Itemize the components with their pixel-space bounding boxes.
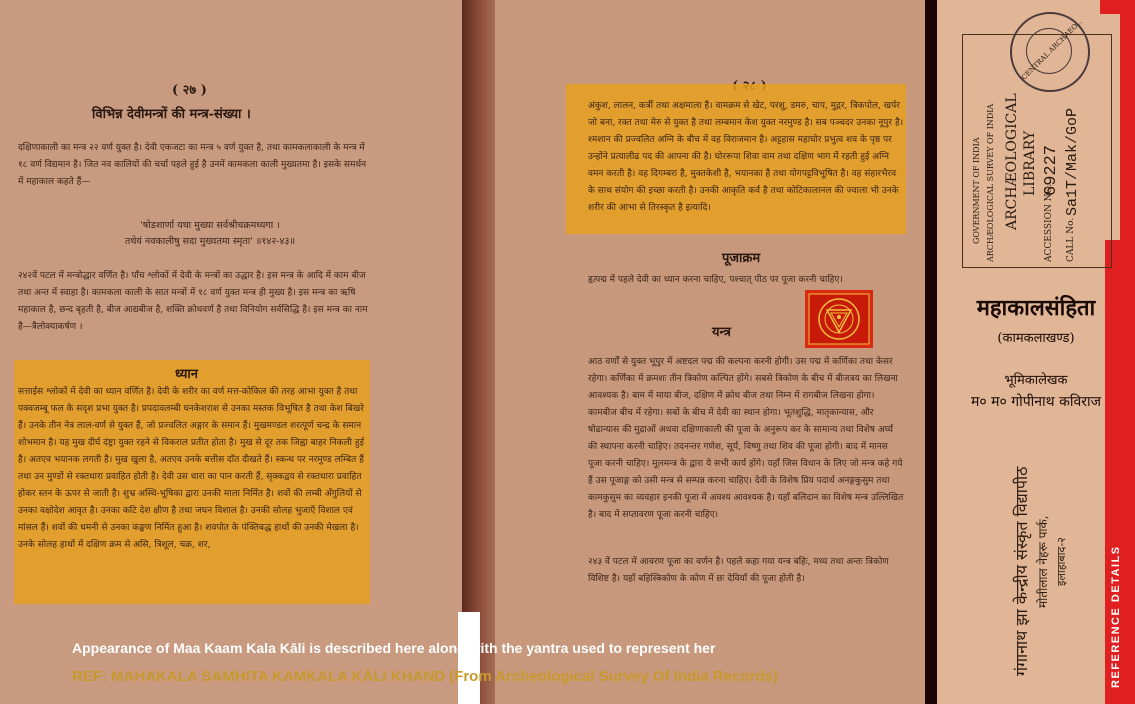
left-page-number: ( २७ ) (172, 83, 207, 98)
gov-line: GOVERNMENT OF INDIA (972, 137, 981, 244)
caption-reference: REF: MAHAKALA SAMHITA KAMKALA KĀLI KHAND (From Archeological Survey Of India Records) (72, 668, 778, 685)
stamp-text: CENTRAL ARCHAEO... (1020, 17, 1084, 82)
kali-yantra-image (805, 290, 873, 348)
page-edge (925, 0, 937, 704)
dhyana-text: सत्ताईस श्लोकों में देवी का ध्यान वर्णित है। देवी के शरीर का वर्ण मत्त-कोकिल की तरह आभा युक्त है तथा पक्वजम्बू फल के सदृश प्रभा युक्त है। प्रपदावलम्बी घनकेशराश से उनका मस्तक विभूषित है तथा केश बिखरे हैं। उनके तीन नेत्र लाल-वर्ण से युक्त हैं, जो प्रज्वलित अङ्गार के समान हैं। मुखमण्डल शरत्पूर्ण चन्द्र के समान शोभमान है। यह मुख दीर्घ दंष्ट्रा युक्त रहने से विकराल प्रतीत होता है। मुख से दूर तक जिह्वा बाहर निकली हुई है। अतएव भयानक लगती है। मुख खुला है, अतएव उनके बत्तीस दाँत दीखते हैं। स्कन्ध पर नरमुण्ड लम्बित हैं तथा उन मुण्डों से रक्तधारा प्रवाहित होती है। देवी उस धारा का पान करती हैं, सृक्कद्वय से रक्तधारा प्रवाहित होकर स्तन के ऊपर से जाती है। शुभ्र अस्थि-भूषिका द्वारा उनकी माला निर्मित है। शवों की लम्बी अँगुलियों से उनका वक्षोदेश आवृत है। उनका कटि देश क्षीण है तथा जघन विशाल है। उनकी सोलह भुजाएँ विशाल एवं मांसल हैं। शवों की धमनी से उनका कङ्कण निर्मित हुआ है। शवपोत के पंक्तिबद्ध हाथों की उनकी मेखला है। उनके सोलह हाथों में दक्षिण क्रम से असि, त्रिशूल, चक्र, शर, (18, 387, 365, 550)
accession-label: ACCESSION NO. (1044, 183, 1054, 262)
library-word: LIBRARY (1022, 130, 1038, 196)
left-para-2: २४२वें पटल में मन्त्रोद्धार वर्णित है। पाँच श्लोकों में देवी के मन्त्रों का उद्धार है। इस मन्त्र के आदि में काम बीज तथा अन्त में स्वाहा है। कामकला काली के सात मन्त्रों में १८ वर्ण युक्त मन्त्र ही मुख्य है। इस मन्त्र का ऋषि महाकाल है, छन्द बृहती है, बीज आद्यबीज है, शक्ति क्रोधवर्ण है तथा विनियोग सर्वसिद्धि है। इस मन्त्र का नाम है—त्रैलोक्याकर्षण । (18, 271, 368, 332)
caption-description: Appearance of Maa Kaam Kala Kāli is described here along with the yantra used to represent her (72, 640, 716, 656)
book-title: महाकालसंहिता (976, 295, 1096, 321)
verse-line-1: 'षोडशार्णा यथा मुख्या सर्वश्रीचक्रमध्यगा । (140, 220, 280, 231)
accession-number: 69227 (1042, 144, 1061, 196)
call-label: CALL No. (1066, 217, 1076, 262)
book-subtitle: (कामकलाखण्ड) (997, 331, 1075, 346)
library-title: ARCHÆOLOGICAL (1004, 93, 1020, 230)
right-para-1: अंकुश, लालन, कर्त्री तथा अक्षमाला है। वामक्रम से खेट, परशु, डमरु, चाप, मुद्गर, त्रिकपोल, खर्पर जो बना, रक्त तथा मेरु से युक्त है तथा लम्बमान केश युक्त नरमुण्ड है। सब पञ्चदर उनका नूपुर है। श्मशान की प्रज्वलित अग्नि के बीच में वह विराजमान है। अट्टहास महाघोर प्रभुत्व शव के पृष्ठ पर उन्होंने प्रत्यालीढ पद की आपना की है। घोररूपा शिवा वाम तथा दक्षिण भाग में रहती हुई अग्नि वमन करती है। वह दिगम्बरा है, मुक्तकेशी है, भयानका है तथा योगपट्टविभूषित है। वह संहारभैरव के साथ संयोग की इच्छा करती है। उनकी आकृति कर्व है तथा कोटिकालानल की ज्वाला भी उनके शरीर की आभा से तिरस्कृत है इत्यादि। (588, 101, 904, 213)
puja-heading: पूजाक्रम (722, 251, 761, 266)
yantra-heading: यन्त्र (712, 325, 731, 340)
author-name: म० म० गोपीनाथ कविराज (971, 394, 1101, 410)
reference-details-label: REFERENCE DETAILS (1110, 545, 1122, 688)
red-accent-edge (1120, 0, 1135, 704)
library-stamp (1010, 12, 1090, 92)
publisher-line-1: गंगानाथ झा केन्द्रीय संस्कृत विद्यापीठ (1012, 466, 1031, 676)
publisher-line-3: इलाहाबाद-२ (1055, 537, 1068, 586)
survey-line: ARCHÆOLOGICAL SURVEY OF INDIA (986, 103, 995, 262)
puja-text: हृत्पद्म में पहले देवी का ध्यान करना चाहिए, पश्चात् पीठ पर पूजा करनी चाहिए। (588, 275, 843, 285)
yantra-text: आठ वर्णों से युक्त भूपुर में अष्टदल पद्म की कल्पना करनी होगी। उस पद्म में कर्णिका तथा केसर रहेगा। कर्णिका में क्रमशः तीन त्रिकोण कल्पित होंगे। सबसे त्रिकोण के बीच में बीजत्रय का लिखना आवश्यक है। बाम में माया बीज, दक्षिण में क्रोध बीज तथा निम्न में रागबीज लिखना होगा। कामबीज बीच में रहेगा। सबों के बीच में देवी का स्थान होगा। भूतशुद्धि, मातृकान्यास, और षोढान्यास की मुद्राओं अथवा दक्षिणाकाली की पूजा के अनुरूप कर के सामान्य तथा विशेष अर्घ्य की स्थापना करनी चाहिए। तदनन्तर गणेश, सूर्य, विष्णु तथा शिव की पूजा होगी। बाद में मानस पूजा करनी चाहिए। मूलमन्त्र के द्वारा ये सभी कार्य होंगे। यहाँ जिस विधान के लिए जो मन्त्र कहे गये हैं उस पूजाङ्ग को उसी मन्त्र से सम्पन्न करना चाहिए। देवी के विशेष प्रिय पदार्थ अनङ्गकुसुम तथा कामकुसुम का व्यवहार इनकी पूजा में अवश्य आवश्यक है। यहाँ बलिदान का विशेष मन्त्र उल्लिखित है। बाद में सप्तावरण पूजा करनी चाहिए। (588, 357, 904, 520)
dhyana-heading: ध्यान (175, 367, 199, 382)
left-page-heading: विभिन्न देवीमन्त्रों की मन्त्र-संख्या । (92, 107, 251, 122)
left-para-1: दक्षिणाकाली का मन्त्र २२ वर्ण युक्त है। देवी एकजटा का मन्त्र ५ वर्ण युक्त है, तथा कामकलाकाली के मन्त्र में १८ वर्ण विद्यमान है। जित नव कालियों की चर्चा पहले हुई है उनमें कामकला काली मुख्यतमा है। इसके समर्थन में महाकाल कहते हैं— (18, 143, 367, 187)
call-number: Sa1T/Mak/GoP (1064, 107, 1081, 216)
right-para-last: २४३ वें पटल में आवरण पूजा का वर्णन है। पहले कहा गया यन्त्र बहिः, मध्य तथा अन्तः त्रिकोण विशिष्ट है। यहाँ बहिस्त्रिकोण के कोण में छः देवियाँ की पूजा होती है। (588, 557, 889, 584)
caption-patch (458, 612, 480, 704)
publisher-line-2: मोतीलाल नेहरू पार्क, (1036, 515, 1050, 608)
verse-line-2: तथेयं नवकालीषु सदा मुख्यतमा स्मृता' ॥१४२-४३॥ (124, 236, 296, 247)
intro-label: भूमिकालेखक (1004, 373, 1068, 388)
